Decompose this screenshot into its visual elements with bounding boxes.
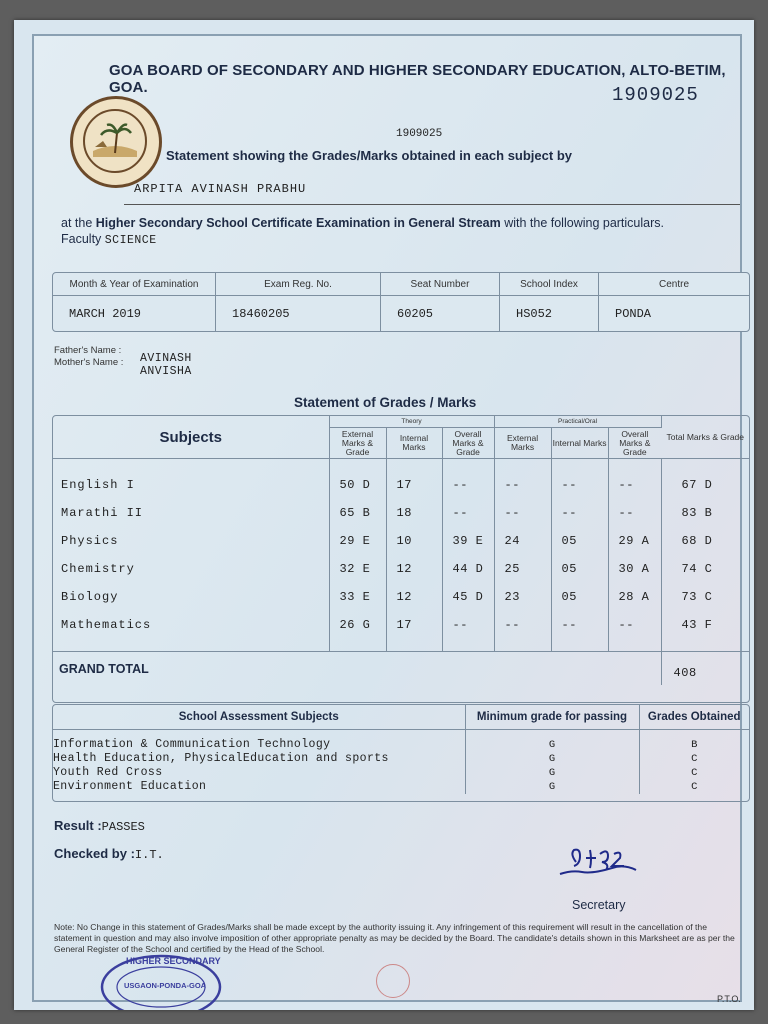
exam-description bbox=[61, 216, 664, 230]
father-label: Father's Name : bbox=[54, 345, 122, 356]
theory-internal-header: Internal Marks bbox=[386, 428, 442, 459]
theory-internal: 17 bbox=[386, 471, 442, 499]
exam-description-pre: at the bbox=[61, 216, 96, 230]
signature-icon bbox=[552, 840, 642, 890]
mother-name: ANVISHA bbox=[140, 365, 192, 378]
father-name: AVINASH bbox=[140, 352, 192, 365]
subject-name: Marathi II bbox=[53, 499, 329, 527]
divider bbox=[124, 204, 740, 205]
month-year-value: MARCH 2019 bbox=[53, 296, 216, 333]
min-grade: G bbox=[465, 738, 639, 752]
school-index-header: School Index bbox=[500, 273, 599, 296]
serial-number: 1909025 bbox=[612, 84, 699, 106]
exam-details-header-row bbox=[53, 273, 749, 296]
school-assessment-header-row bbox=[53, 705, 749, 730]
school-assessment-table bbox=[53, 705, 749, 794]
theory-external: 29 E bbox=[329, 527, 386, 555]
theory-header: Theory bbox=[329, 416, 494, 428]
table-row bbox=[53, 555, 749, 583]
grade-obtained: B bbox=[691, 739, 698, 751]
table-row bbox=[53, 527, 749, 555]
school-subject: Health Education, PhysicalEducation and sports bbox=[53, 752, 465, 766]
theory-overall: -- bbox=[442, 471, 494, 499]
total-marks: 67 D bbox=[681, 478, 713, 492]
faculty-value: SCIENCE bbox=[104, 234, 157, 247]
checked-label: Checked by : bbox=[54, 846, 135, 861]
grand-total-value: 408 bbox=[661, 652, 749, 686]
theory-overall: 45 D bbox=[442, 583, 494, 611]
theory-external: 26 G bbox=[329, 611, 386, 639]
grade-obtained: C bbox=[691, 781, 698, 793]
subject-name: Physics bbox=[53, 527, 329, 555]
footnote: Note: No Change in this statement of Grades/Marks shall be made except by the authority issuing it. Any infringement of this requirement will result in the cancellation of the statement in question and may also involve imposition of other appropriate penalty as may be decided by the Board. The candidate's details shown in this Marksheet are as per the General Register of the School and certified by the Head of the School. bbox=[54, 922, 735, 954]
table-row bbox=[53, 499, 749, 527]
grade-obtained: C bbox=[691, 753, 698, 765]
grades-table bbox=[53, 416, 749, 685]
total-marks: 43 F bbox=[681, 618, 713, 632]
parent-labels bbox=[54, 345, 123, 369]
board-title: GOA BOARD OF SECONDARY AND HIGHER SECONDARY EDUCATION, ALTO-BETIM, GOA. bbox=[109, 62, 726, 96]
total-marks: 68 D bbox=[681, 534, 713, 548]
theory-external: 65 B bbox=[329, 499, 386, 527]
subject-name: Mathematics bbox=[53, 611, 329, 639]
grand-total-label: GRAND TOTAL bbox=[53, 652, 661, 686]
practical-internal-header: Internal Marks bbox=[551, 428, 608, 459]
school-subject: Information & Communication Technology bbox=[53, 738, 465, 752]
theory-internal: 10 bbox=[386, 527, 442, 555]
theory-internal: 12 bbox=[386, 583, 442, 611]
practical-overall: 30 A bbox=[608, 555, 661, 583]
list-item bbox=[53, 766, 749, 780]
centre-value: PONDA bbox=[615, 307, 652, 321]
board-logo-emblem bbox=[83, 109, 147, 173]
theory-overall: 39 E bbox=[442, 527, 494, 555]
list-item bbox=[53, 752, 749, 766]
theory-external: 32 E bbox=[329, 555, 386, 583]
seal-mark bbox=[376, 964, 410, 998]
exam-details-table bbox=[53, 273, 749, 332]
checked-by bbox=[54, 846, 164, 862]
practical-overall: 28 A bbox=[608, 583, 661, 611]
school-subject: Environment Education bbox=[53, 780, 465, 794]
stamp-text-top: HIGHER SECONDARY bbox=[126, 956, 221, 966]
spacer-row bbox=[53, 639, 749, 652]
marksheet-document bbox=[14, 20, 754, 1010]
total-marks: 73 C bbox=[681, 590, 713, 604]
school-subject: Youth Red Cross bbox=[53, 766, 465, 780]
page-turn-note: P.T.O. bbox=[717, 994, 741, 1004]
theory-overall-header: Overall Marks & Grade bbox=[442, 428, 494, 459]
theory-overall: -- bbox=[442, 499, 494, 527]
exam-description-bold: Higher Secondary School Certificate Examination in General Stream bbox=[95, 216, 501, 230]
min-grade-header: Minimum grade for passing bbox=[465, 705, 639, 730]
practical-external: -- bbox=[494, 471, 551, 499]
practical-internal: -- bbox=[551, 611, 608, 639]
table-row bbox=[53, 471, 749, 499]
practical-external: -- bbox=[494, 499, 551, 527]
exam-details-box bbox=[52, 272, 750, 332]
practical-overall: -- bbox=[608, 611, 661, 639]
theory-overall: 44 D bbox=[442, 555, 494, 583]
parent-values bbox=[140, 352, 192, 378]
subject-name: English I bbox=[53, 471, 329, 499]
board-logo bbox=[70, 96, 162, 188]
school-stamp bbox=[100, 954, 222, 1010]
spacer-row bbox=[53, 459, 749, 472]
secretary-label: Secretary bbox=[572, 898, 626, 912]
grades-obtained-header: Grades Obtained bbox=[639, 705, 749, 730]
secretary-signature bbox=[552, 840, 642, 895]
practical-overall: -- bbox=[608, 471, 661, 499]
exam-description-post: with the following particulars. bbox=[500, 216, 665, 230]
practical-external: -- bbox=[494, 611, 551, 639]
result bbox=[54, 818, 145, 834]
faculty-label: Faculty bbox=[61, 232, 102, 246]
practical-internal: -- bbox=[551, 471, 608, 499]
grand-total-row bbox=[53, 652, 749, 686]
total-marks: 83 B bbox=[681, 506, 713, 520]
subject-name: Chemistry bbox=[53, 555, 329, 583]
theory-internal: 18 bbox=[386, 499, 442, 527]
reg-no-header: Exam Reg. No. bbox=[216, 273, 381, 296]
result-value: PASSES bbox=[101, 820, 145, 834]
theory-internal: 17 bbox=[386, 611, 442, 639]
practical-overall: 29 A bbox=[608, 527, 661, 555]
theory-external-header: External Marks & Grade bbox=[329, 428, 386, 459]
practical-internal: 05 bbox=[551, 583, 608, 611]
student-name: ARPITA AVINASH PRABHU bbox=[134, 182, 307, 196]
school-subjects-header: School Assessment Subjects bbox=[53, 705, 465, 730]
subjects-header: Subjects bbox=[53, 416, 329, 459]
practical-external-header: External Marks bbox=[494, 428, 551, 459]
exam-details-value-row bbox=[53, 296, 749, 333]
school-index-value: HS052 bbox=[500, 296, 599, 333]
list-item bbox=[53, 738, 749, 752]
reg-no-value: 18460205 bbox=[216, 296, 381, 333]
grades-title: Statement of Grades / Marks bbox=[294, 395, 477, 410]
practical-overall-header: Overall Marks & Grade bbox=[608, 428, 661, 459]
mother-label: Mother's Name : bbox=[54, 357, 124, 368]
practical-external: 25 bbox=[494, 555, 551, 583]
serial-number-small: 1909025 bbox=[396, 128, 443, 140]
theory-internal: 12 bbox=[386, 555, 442, 583]
min-grade: G bbox=[465, 766, 639, 780]
result-label: Result : bbox=[54, 818, 102, 833]
palm-tree-icon bbox=[85, 111, 145, 171]
practical-internal: 05 bbox=[551, 555, 608, 583]
theory-external: 50 D bbox=[329, 471, 386, 499]
spacer-row bbox=[53, 730, 749, 739]
grade-obtained: C bbox=[691, 767, 698, 779]
practical-header: Practical/Oral bbox=[494, 416, 661, 428]
stamp-text-mid: USGAON-PONDA-GOA bbox=[124, 981, 207, 990]
total-header: Total Marks & Grade bbox=[661, 416, 749, 459]
practical-internal: -- bbox=[551, 499, 608, 527]
month-year-header: Month & Year of Examination bbox=[53, 273, 216, 296]
practical-external: 23 bbox=[494, 583, 551, 611]
theory-overall: -- bbox=[442, 611, 494, 639]
grades-group-header-row bbox=[53, 416, 749, 428]
statement-heading: Statement showing the Grades/Marks obtained in each subject by bbox=[166, 148, 572, 163]
table-row bbox=[53, 611, 749, 639]
practical-external: 24 bbox=[494, 527, 551, 555]
seat-number-header: Seat Number bbox=[381, 273, 500, 296]
checked-value: I.T. bbox=[134, 848, 164, 862]
grades-table-box bbox=[52, 415, 750, 703]
theory-external: 33 E bbox=[329, 583, 386, 611]
centre-header: Centre bbox=[599, 273, 750, 296]
practical-overall: -- bbox=[608, 499, 661, 527]
subject-name: Biology bbox=[53, 583, 329, 611]
practical-internal: 05 bbox=[551, 527, 608, 555]
school-assessment-box bbox=[52, 704, 750, 802]
list-item bbox=[53, 780, 749, 794]
min-grade: G bbox=[465, 752, 639, 766]
faculty bbox=[61, 232, 157, 247]
total-marks: 74 C bbox=[681, 562, 713, 576]
table-row bbox=[53, 583, 749, 611]
seat-number-value: 60205 bbox=[381, 296, 500, 333]
min-grade: G bbox=[465, 780, 639, 794]
